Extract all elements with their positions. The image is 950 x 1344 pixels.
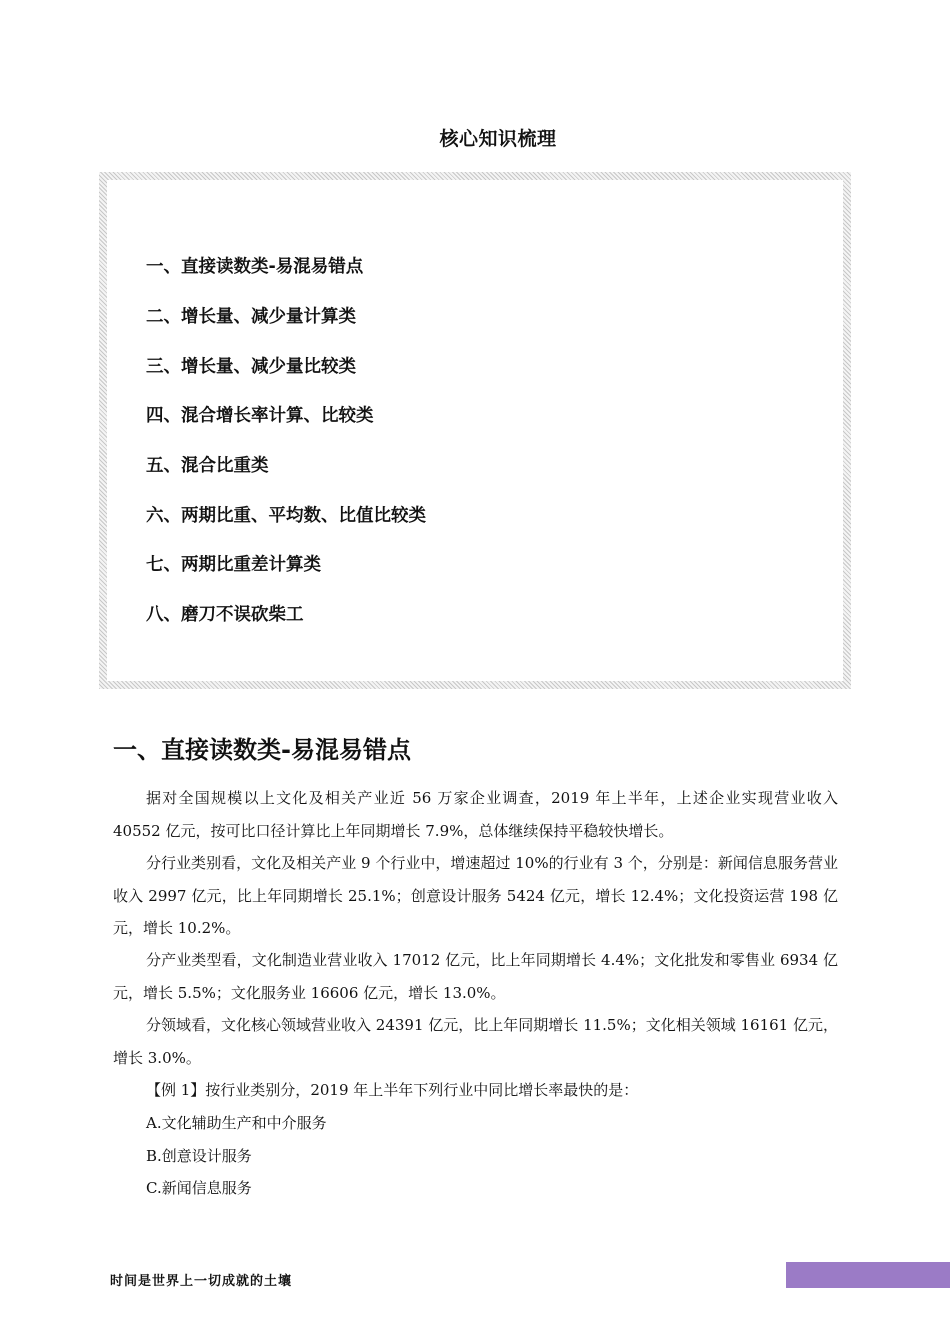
example-option[interactable]: C.新闻信息服务 (146, 1179, 252, 1197)
paragraph: 分产业类型看，文化制造业营业收入 17012 亿元，比上年同期增长 4.4%；文化批发和零售业 6934 亿元，增长 5.5%；文化服务业 16606 亿元，增长 13.0%。 (113, 951, 838, 1002)
footer-accent-bar (786, 1262, 950, 1288)
toc-item[interactable]: 三、增长量、减少量比较类 (146, 357, 356, 377)
example-question: 【例 1】按行业类别分，2019 年上半年下列行业中同比增长率最快的是： (146, 1081, 639, 1099)
footer-motto: 时间是世界上一切成就的土壤 (110, 1274, 293, 1289)
page-title: 核心知识梳理 (439, 128, 557, 150)
toc-item[interactable]: 二、增长量、减少量计算类 (146, 307, 356, 327)
toc-item[interactable]: 五、混合比重类 (146, 456, 269, 476)
toc-item[interactable]: 四、混合增长率计算、比较类 (146, 406, 374, 426)
paragraph: 分行业类别看，文化及相关产业 9 个行业中，增速超过 10%的行业有 3 个，分别是：新闻信息服务营业收入 2997 亿元，比上年同期增长 25.1%；创意设计服务 5424 亿元，增长 12.4%；文化投资运营 198 亿元，增长 10.2%。 (113, 854, 838, 937)
example-option[interactable]: A.文化辅助生产和中介服务 (146, 1114, 327, 1132)
toc-item[interactable]: 一、直接读数类-易混易错点 (146, 257, 364, 277)
section-heading: 一、直接读数类-易混易错点 (113, 736, 411, 764)
paragraph: 分领域看，文化核心领域营业收入 24391 亿元，比上年同期增长 11.5%；文化相关领域 16161 亿元，增长 3.0%。 (113, 1016, 838, 1067)
example-option[interactable]: B.创意设计服务 (146, 1147, 252, 1165)
toc-item[interactable]: 六、两期比重、平均数、比值比较类 (146, 506, 426, 526)
toc-item[interactable]: 七、两期比重差计算类 (146, 555, 321, 575)
toc-item[interactable]: 八、磨刀不误砍柴工 (146, 605, 304, 625)
toc-box (99, 172, 851, 689)
paragraph: 据对全国规模以上文化及相关产业近 56 万家企业调查，2019 年上半年，上述企业实现营业收入 40552 亿元，按可比口径计算比上年同期增长 7.9%，总体继续保持平稳较快增长。 (113, 789, 838, 840)
